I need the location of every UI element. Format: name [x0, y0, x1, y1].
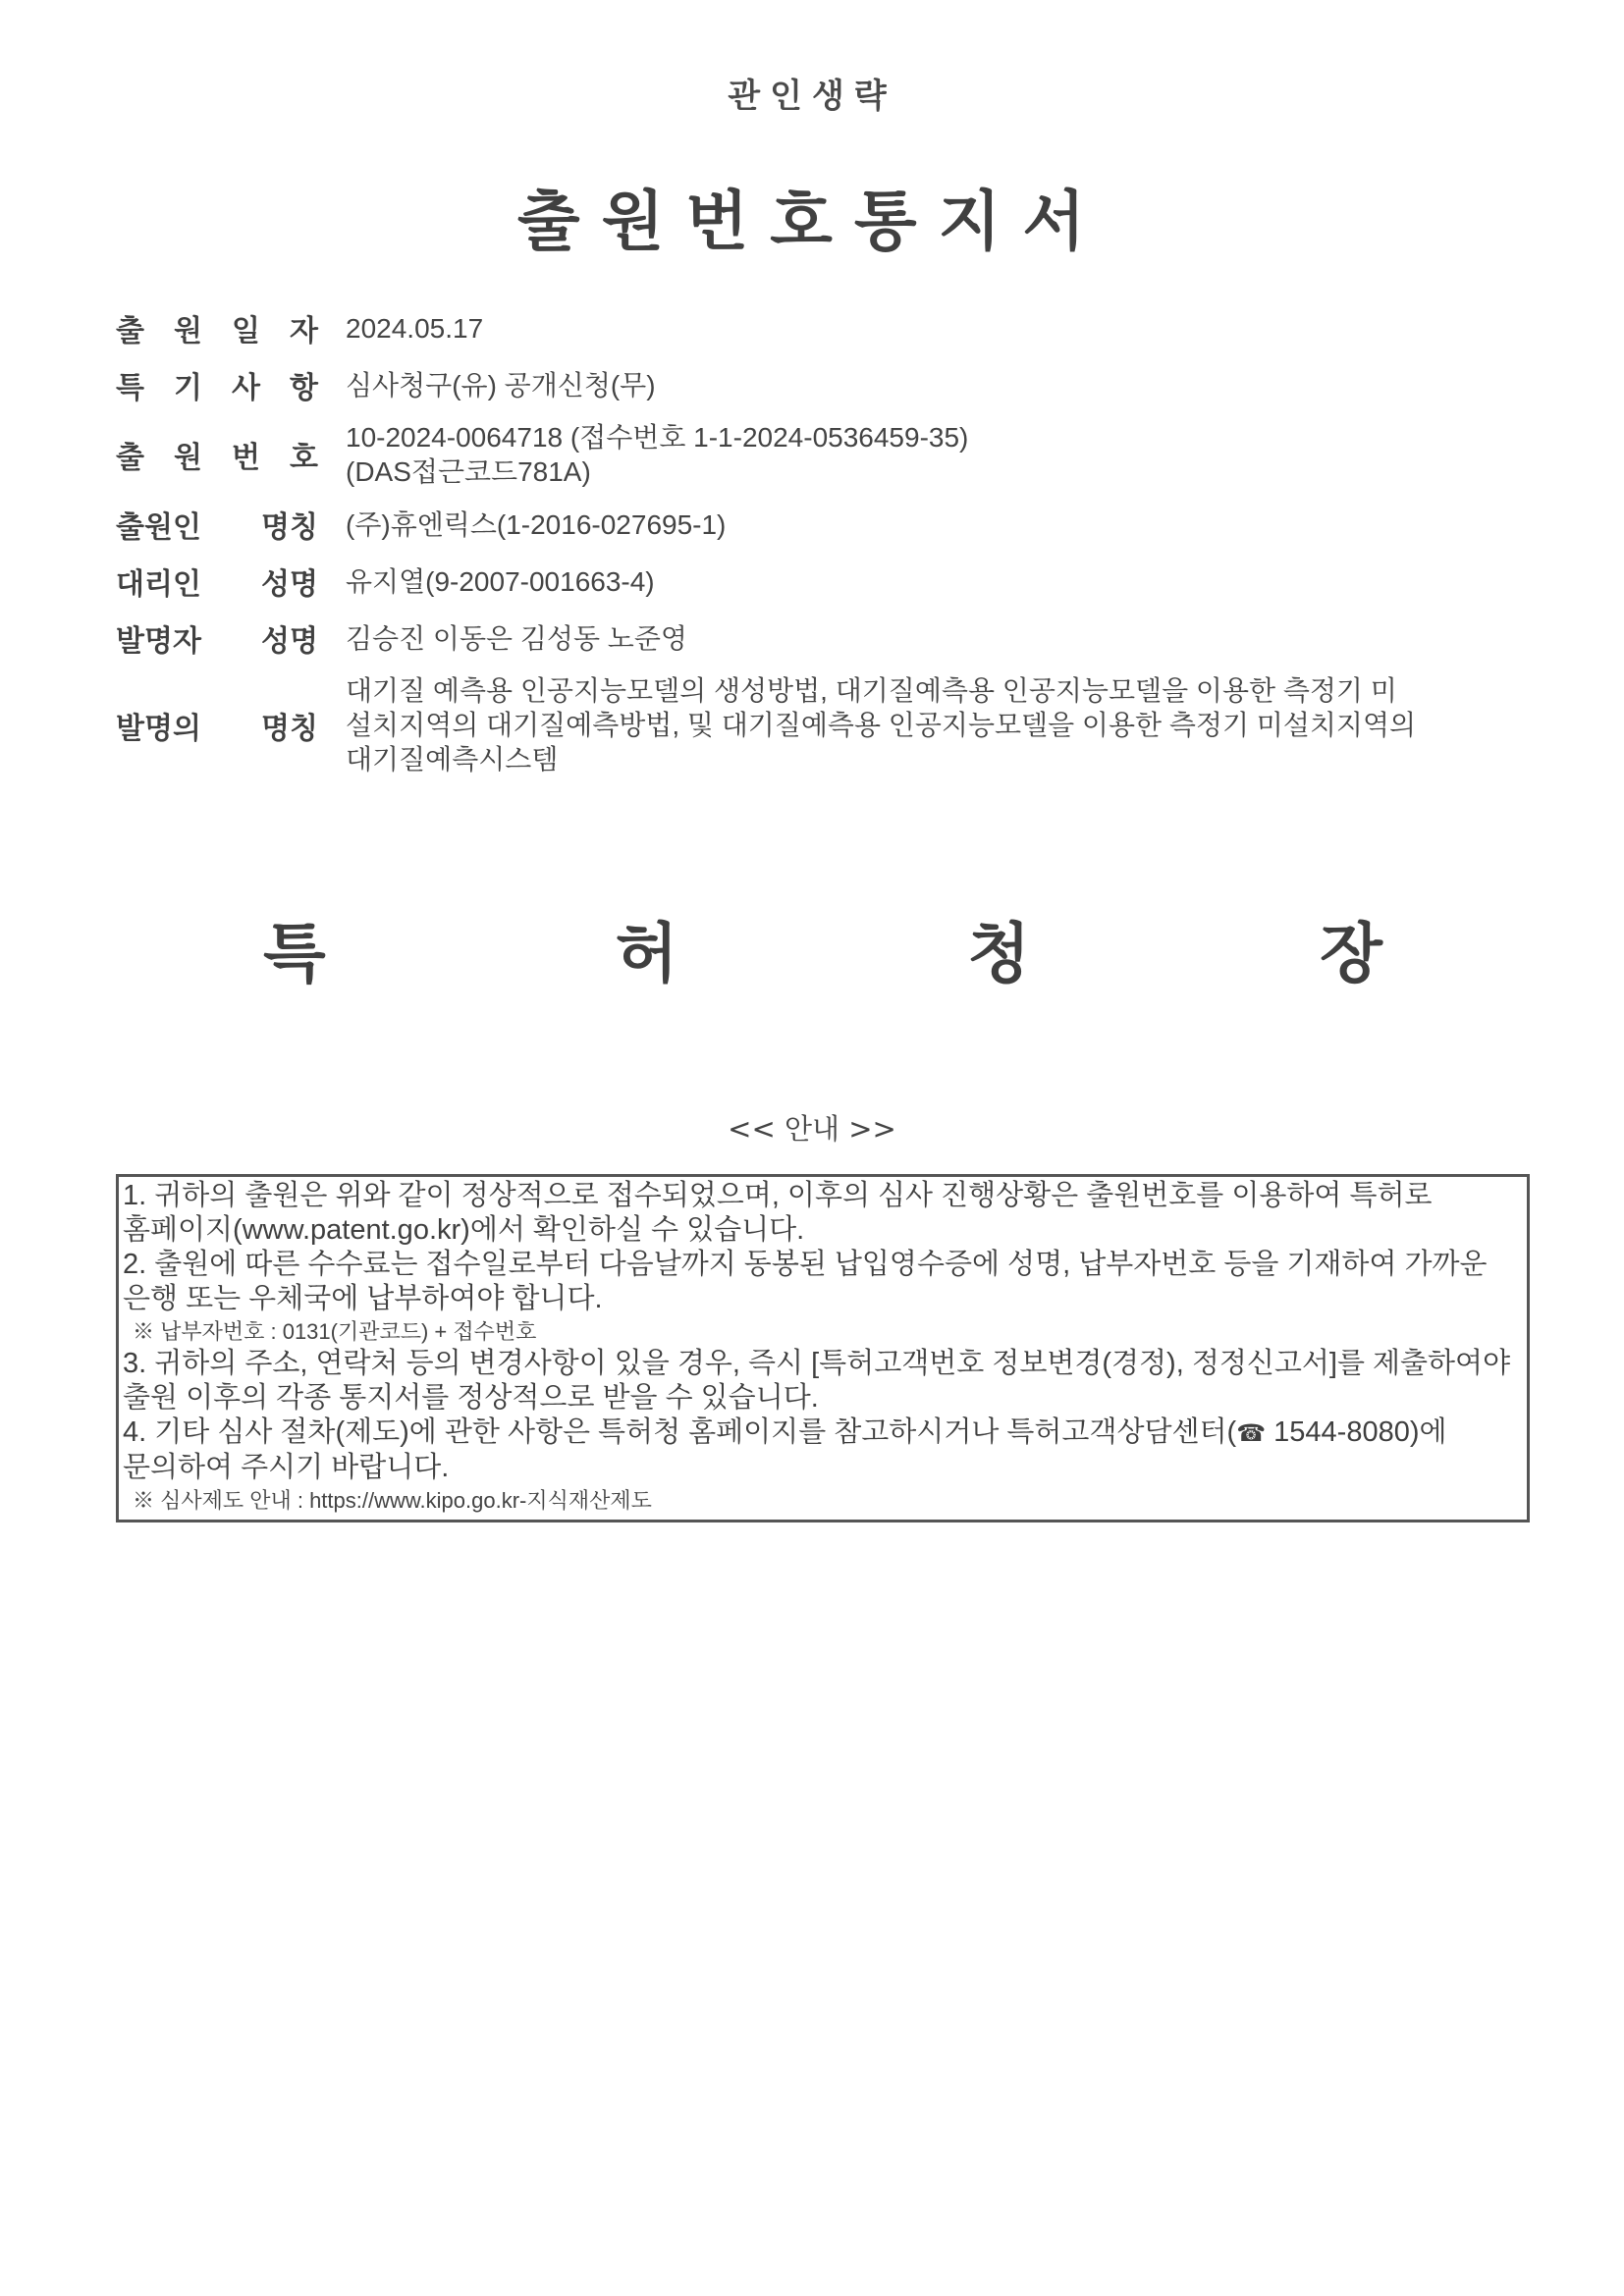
info-row-inventor-names: [116, 616, 1530, 660]
field-label: 발명자 성명: [116, 624, 318, 659]
field-value: 대기질 예측용 인공지능모델의 생성방법, 대기질예측용 인공지능모델을 이용한 측정기 미 설치지역의 대기질예측방법, 및 대기질예측용 인공지능모델을 이용한 측정기 미설치지역의 대기질예측시스템: [346, 675, 1417, 774]
phone-icon: ☎: [1236, 1420, 1267, 1447]
info-row-application-number: [116, 420, 1530, 489]
application-info-table: [116, 306, 1530, 790]
info-row-special-notes: [116, 363, 1530, 406]
field-value: 10-2024-0064718 (접수번호 1-1-2024-0536459-35) (DAS접근코드781A): [346, 422, 969, 487]
guide-item-2: 2. 출원에 따른 수수료는 접수일로부터 다음날까지 동봉된 납입영수증에 성명, 납부자번호 등을 기재하여 가까운 은행 또는 우체국에 납부하여야 합니다.: [123, 1249, 1488, 1314]
info-row-applicant-name: [116, 503, 1530, 546]
seal-omitted-notice: 관인생략: [728, 77, 896, 116]
guide-note-exam-system: ※ 심사제도 안내 : https://www.kipo.go.kr-지식재산제도: [133, 1488, 652, 1513]
guide-item-4: 4. 기타 심사 절차(제도)에 관한 사항은 특허청 홈페이지를 참고하시거나 특허고객상담센터(☎ 1544-8080)에 문의하여 주시기 바랍니다.: [123, 1416, 1447, 1483]
issuing-authority: 특 허 청 장: [263, 916, 1382, 991]
guide-note-payer-number: ※ 납부자번호 : 0131(기관코드) + 접수번호: [133, 1319, 537, 1344]
field-value: 유지열(9-2007-001663-4): [346, 565, 655, 597]
field-label: 출 원 번 호: [116, 441, 318, 475]
field-label: 출원인 명칭: [116, 510, 318, 545]
document-title: 출원번호통지서: [516, 184, 1108, 259]
guide-item-3: 3. 귀하의 주소, 연락처 등의 변경사항이 있을 경우, 즉시 [특허고객번호 정보변경(경정), 정정신고서]를 제출하여야 출원 이후의 각종 통지서를 정상적으로 받을 수 있습니다.: [123, 1348, 1511, 1414]
guide-heading: << 안내 >>: [728, 1112, 896, 1146]
field-value: 김승진 이동은 김성동 노준영: [346, 622, 687, 654]
field-value: 심사청구(유) 공개신청(무): [346, 369, 656, 400]
field-value: 2024.05.17: [346, 312, 484, 344]
field-label: 특 기 사 항: [116, 371, 318, 405]
info-row-agent-name: [116, 560, 1530, 603]
info-row-invention-title: [116, 673, 1530, 776]
field-label: 발명의 명칭: [116, 711, 318, 746]
guide-item-1: 1. 귀하의 출원은 위와 같이 정상적으로 접수되었으며, 이후의 심사 진행상황은 출원번호를 이용하여 특허로 홈페이지(www.patent.go.kr)에서 확인하실 수 있습니다.: [123, 1180, 1433, 1246]
info-row-filing-date: [116, 306, 1530, 349]
field-label: 대리인 성명: [116, 567, 318, 602]
field-value: (주)휴엔릭스(1-2016-027695-1): [346, 508, 727, 540]
guide-box: [116, 1174, 1530, 1522]
field-label: 출 원 일 자: [116, 314, 318, 348]
